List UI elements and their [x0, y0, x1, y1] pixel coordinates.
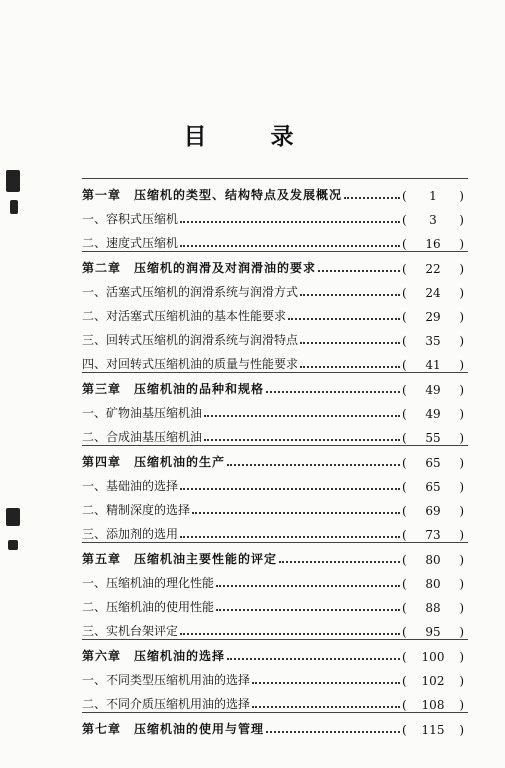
dot-leader [300, 341, 400, 344]
toc-page-number: ( 49 ) [402, 383, 464, 397]
toc-chapter-row [82, 712, 468, 737]
toc-section-row [82, 470, 468, 494]
toc-section-row [82, 688, 468, 712]
toc-page-number: ( 69 ) [402, 504, 464, 518]
toc-page-number: ( 115 ) [402, 723, 464, 737]
toc-chapter-row [82, 639, 468, 664]
toc-entry-label: 第五章 压缩机油主要性能的评定 [82, 552, 278, 566]
toc-page-number: ( 24 ) [402, 286, 464, 300]
toc-entry-label: 三、添加剂的选用 [82, 527, 179, 541]
toc-entry-label: 四、对回转式压缩机油的质量与性能要求 [82, 357, 299, 371]
toc-section-row [82, 324, 468, 348]
toc-entry-label: 一、容积式压缩机 [82, 212, 179, 226]
toc-page-number: ( 88 ) [402, 601, 464, 615]
dot-leader [192, 511, 400, 514]
toc-page-number: ( 35 ) [402, 334, 464, 348]
toc-chapter-row [82, 251, 468, 276]
toc-page-number: ( 29 ) [402, 310, 464, 324]
toc-section-row [82, 591, 468, 615]
toc-page-number: ( 65 ) [402, 456, 464, 470]
toc-page-number: ( 55 ) [402, 431, 464, 445]
dot-leader [318, 269, 400, 272]
toc-page-number: ( 80 ) [402, 577, 464, 591]
page-title: 目 录 [183, 123, 322, 150]
dot-leader [216, 608, 400, 611]
dot-leader [252, 681, 400, 684]
toc-entry-label: 一、基础油的选择 [82, 479, 179, 493]
toc-chapter-row [82, 542, 468, 567]
toc-section-row [82, 397, 468, 421]
toc-entry-label: 第四章 压缩机油的生产 [82, 455, 226, 469]
toc-entry-label: 第三章 压缩机油的品种和规格 [82, 382, 265, 396]
toc-entry-label: 二、压缩机油的使用性能 [82, 600, 215, 614]
toc-page-number: ( 16 ) [402, 237, 464, 251]
scan-mark [6, 170, 20, 192]
dot-leader [227, 657, 400, 660]
scan-mark [6, 508, 20, 526]
toc-entry-label: 二、合成油基压缩机油 [82, 430, 203, 444]
dot-leader [266, 730, 400, 733]
toc-page-number: ( 3 ) [402, 213, 464, 227]
dot-leader [216, 584, 400, 587]
dot-leader [180, 244, 400, 247]
dot-leader [300, 365, 400, 368]
dot-leader [344, 196, 400, 199]
toc-entry-label: 第一章 压缩机的类型、结构特点及发展概况 [82, 188, 343, 202]
toc-entry-label: 二、精制深度的选择 [82, 503, 191, 517]
toc-section-row [82, 567, 468, 591]
dot-leader [227, 463, 400, 466]
toc-section-row [82, 664, 468, 688]
toc-page-number: ( 108 ) [402, 698, 464, 712]
toc-entry-label: 三、回转式压缩机的润滑系统与润滑特点 [82, 333, 299, 347]
toc-entry-label: 一、活塞式压缩机的润滑系统与润滑方式 [82, 285, 299, 299]
toc-page-number: ( 41 ) [402, 358, 464, 372]
toc-entry-label: 一、压缩机油的理化性能 [82, 576, 215, 590]
toc-entry-label: 三、实机台架评定 [82, 624, 179, 638]
dot-leader [266, 390, 400, 393]
toc-page-number: ( 22 ) [402, 262, 464, 276]
toc-entry-label: 二、不同介质压缩机用油的选择 [82, 697, 251, 711]
toc-section-row [82, 494, 468, 518]
toc-page-number: ( 49 ) [402, 407, 464, 421]
toc-chapter-row [82, 372, 468, 397]
toc-entry-label: 二、对活塞式压缩机油的基本性能要求 [82, 309, 287, 323]
toc-page-number: ( 1 ) [402, 189, 464, 203]
dot-leader [288, 317, 400, 320]
scan-mark [10, 200, 18, 214]
toc-page-number: ( 73 ) [402, 528, 464, 542]
toc-section-row [82, 203, 468, 227]
dot-leader [252, 705, 400, 708]
toc-entry-label: 第二章 压缩机的润滑及对润滑油的要求 [82, 261, 317, 275]
table-of-contents [82, 178, 468, 737]
dot-leader [204, 438, 400, 441]
toc-section-row [82, 348, 468, 372]
toc-page-number: ( 80 ) [402, 553, 464, 567]
dot-leader [279, 560, 400, 563]
toc-chapter-row [82, 445, 468, 470]
toc-page-number: ( 95 ) [402, 625, 464, 639]
dot-leader [204, 414, 400, 417]
toc-entry-label: 一、矿物油基压缩机油 [82, 406, 203, 420]
toc-page-number: ( 102 ) [402, 674, 464, 688]
toc-entry-label: 第七章 压缩机油的使用与管理 [82, 722, 265, 736]
toc-section-row [82, 276, 468, 300]
scan-mark [8, 540, 18, 550]
dot-leader [300, 293, 400, 296]
toc-section-row [82, 227, 468, 251]
toc-entry-label: 二、速度式压缩机 [82, 236, 179, 250]
toc-entry-label: 第六章 压缩机油的选择 [82, 649, 226, 663]
dot-leader [180, 535, 400, 538]
dot-leader [180, 487, 400, 490]
toc-page-number: ( 65 ) [402, 480, 464, 494]
toc-page-number: ( 100 ) [402, 650, 464, 664]
toc-entry-label: 一、不同类型压缩机用油的选择 [82, 673, 251, 687]
toc-section-row [82, 300, 468, 324]
dot-leader [180, 220, 400, 223]
toc-section-row [82, 421, 468, 445]
toc-section-row [82, 518, 468, 542]
toc-chapter-row [82, 178, 468, 203]
toc-section-row [82, 615, 468, 639]
dot-leader [180, 632, 400, 635]
